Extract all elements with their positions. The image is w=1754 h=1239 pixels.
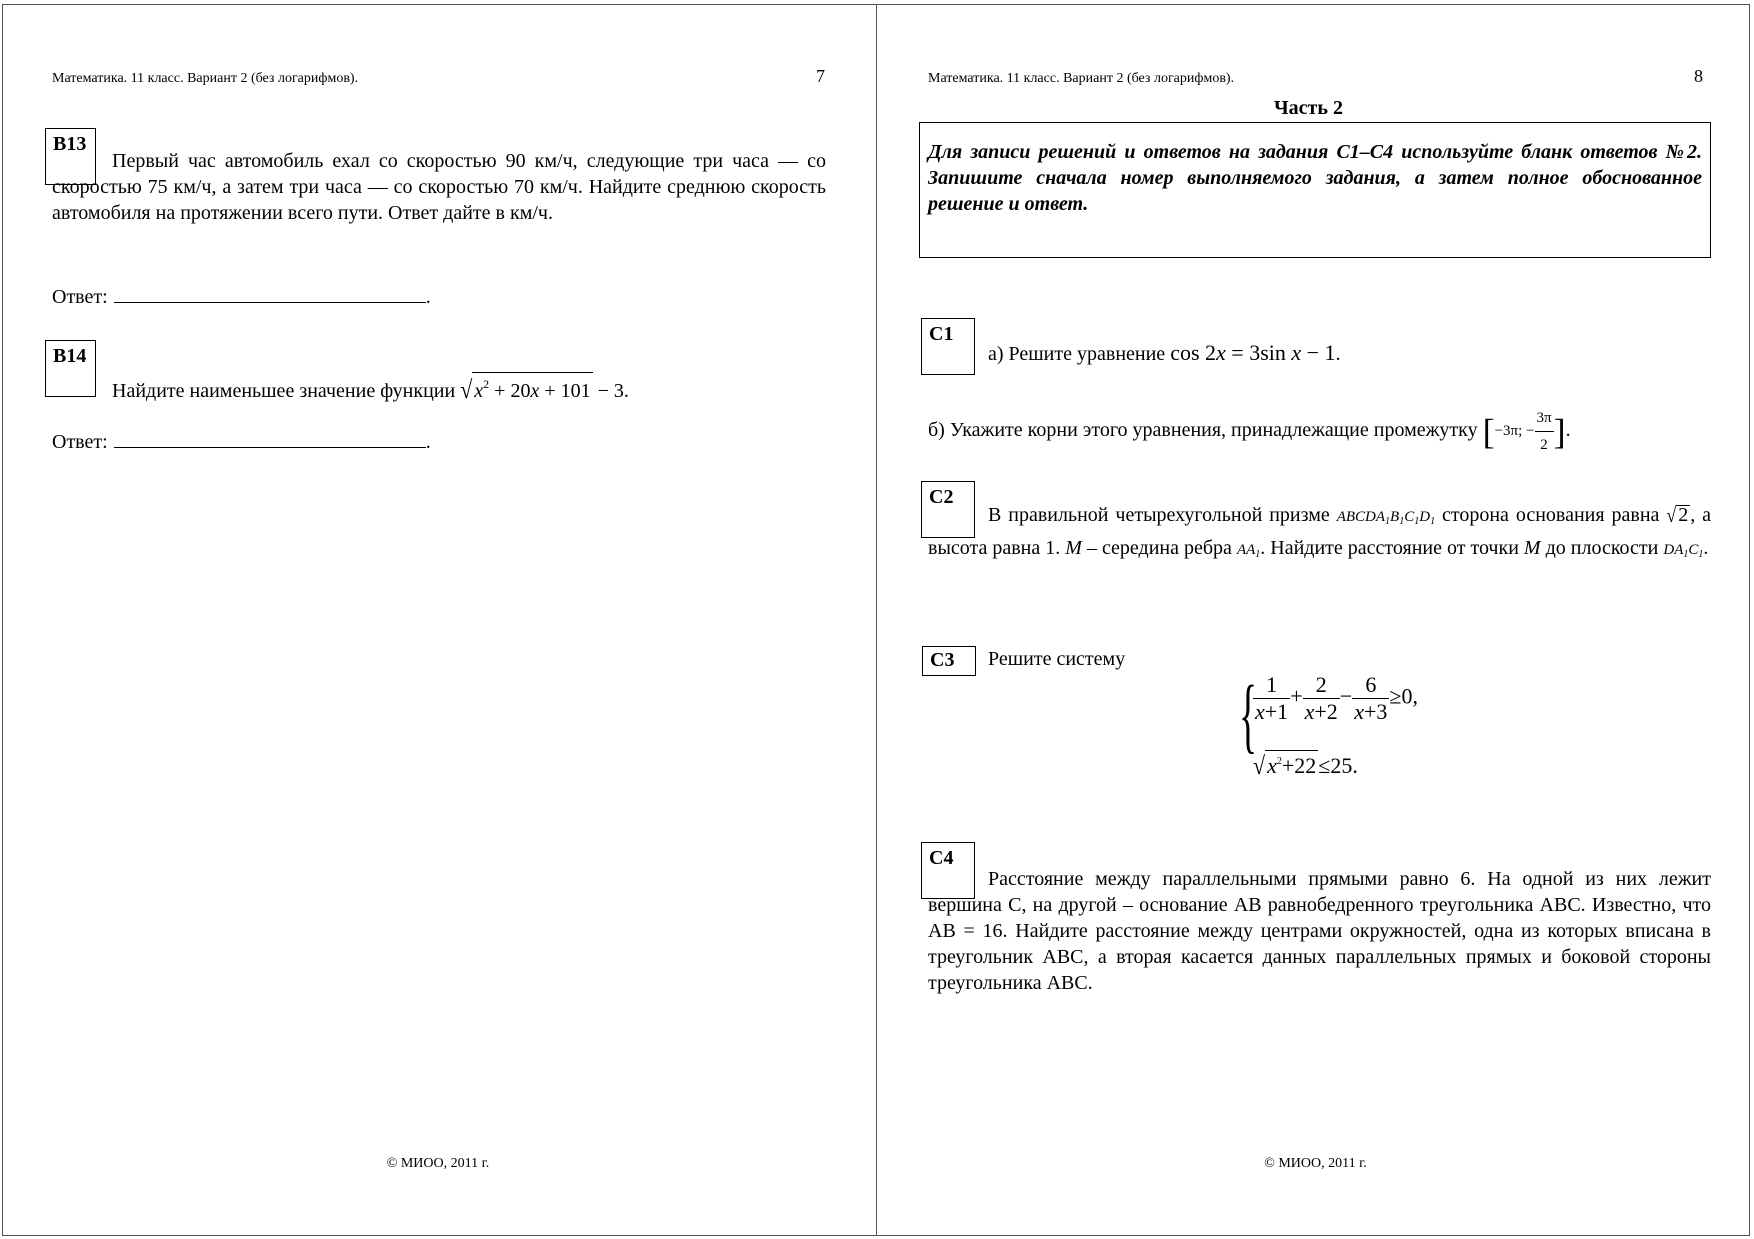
- c2-plane: $DA_1C_1$: [1663, 542, 1704, 560]
- page-left: [0, 0, 876, 1239]
- b14-formula: √ $x^2 + 20x + 101 - 3$: [460, 380, 624, 402]
- task-c3-text: Решите систему: [988, 648, 1126, 670]
- c2-text-5: . Найдите расстояние от точки: [1260, 537, 1519, 559]
- c3-inequality-1: $\frac{1}{x+1}$ + $\frac{2}{x+2}$ − $\frac{6}{x+3}$ ≥0,: [1255, 672, 1418, 724]
- c3-system: [1239, 669, 1479, 788]
- task-c4-text: Расстояние между параллельными прямыми равно 6. На одной из них лежит вершина C, на другой – основание AB равнобедренного треугольника ABC. Известно, что AB = 16. Найдите расстояние между центрами окружностей, одна из которых вписана в треугольник ABC, а вторая касается данных параллельных прямых и боковой стороны треугольника ABC.: [928, 868, 1711, 994]
- answer-label: Ответ:: [52, 286, 108, 308]
- part-instruction: Для записи решений и ответов на задания С1–С4 используйте бланк ответов №2. Запишите сначала номер выполняемого задания, а затем полное обоснованное решение и ответ.: [919, 122, 1711, 258]
- header-left: Математика. 11 класс. Вариант 2 (без логарифмов).: [52, 71, 359, 86]
- c2-text-1: В правильной четырехугольной призме: [988, 504, 1330, 526]
- c2-sqrt2: √ 2: [1666, 503, 1689, 527]
- footer-left: © МИОО, 2011 г.: [386, 1156, 490, 1171]
- system-brace: {: [1239, 669, 1258, 762]
- task-c1-a-text: а) Решите уравнение: [988, 343, 1166, 365]
- task-label-c3: C3: [922, 646, 976, 676]
- c3-inequality-2: $√x^2+22\le 25$.: [1253, 751, 1358, 780]
- task-b14: Найдите наименьшее значение функции √ $x^2 + 20x + 101 - 3$.: [112, 372, 832, 404]
- task-label-c2: C2: [921, 481, 975, 538]
- c2-text-4: – середина ребра: [1086, 537, 1232, 559]
- task-label-b14: B14: [45, 340, 96, 397]
- header-right: Математика. 11 класс. Вариант 2 (без логарифмов).: [928, 71, 1235, 86]
- answer-label: Ответ:: [52, 431, 108, 453]
- page-number-right: 8: [1694, 66, 1703, 86]
- page-number-left: 7: [816, 66, 825, 86]
- c2-edge: $AA_1$: [1236, 542, 1261, 560]
- c2-prism-name: $ABCDA_1B_1C_1D_1$: [1336, 509, 1436, 527]
- task-b14-text: Найдите наименьшее значение функции: [112, 380, 456, 402]
- page-right: [877, 0, 1754, 1239]
- c1-interval: [−3π; − $\frac{3\pi}{2}$ ]: [1483, 405, 1566, 458]
- answer-b14: Ответ: .: [52, 427, 431, 454]
- answer-line[interactable]: [114, 427, 426, 448]
- answer-b13: Ответ: .: [52, 282, 431, 309]
- part-title: Часть 2: [1274, 97, 1343, 119]
- task-c1-a: а) Решите уравнение cos 2x = 3sin x − 1.: [988, 340, 1341, 365]
- c2-text-2: сторона основания равна: [1442, 504, 1660, 526]
- task-c1-b: б) Укажите корни этого уравнения, принадлежащие промежутку [−3π; − $\frac{3\pi}{2}$ ].: [928, 405, 1718, 458]
- task-b13-text: Первый час автомобиль ехал со скоростью 90 км/ч, следующие три часа — со скоростью 75 км/ч, а затем три часа — со скоростью 70 км/ч. Найдите среднюю скорость автомобиля на протяжении всего пути. Ответ дайте в км/ч.: [52, 150, 826, 224]
- task-c2: В правильной четырехугольной призме $ABCDA_1B_1C_1D_1$ сторона основания равна √ 2 , а высота равна 1. M – середина ребра $AA_1$. Найдите расстояние от точки M до плоскости $DA_1C_1$.: [928, 503, 1712, 560]
- task-c1-b-text: б) Укажите корни этого уравнения, принадлежащие промежутку: [928, 419, 1478, 442]
- answer-line[interactable]: [114, 282, 426, 303]
- c2-text-6: до плоскости: [1545, 537, 1659, 559]
- c1-equation: cos 2x = 3sin x − 1: [1170, 340, 1336, 365]
- c2-text-3: , а высота равна 1.: [928, 504, 1712, 559]
- task-label-c4: C4: [921, 842, 975, 899]
- footer-right: © МИОО, 2011 г.: [1264, 1156, 1367, 1171]
- c2-point-m: M: [1065, 537, 1082, 559]
- task-label-c1: C1: [921, 318, 975, 375]
- task-label-b13: B13: [45, 128, 96, 185]
- c2-point-m2: M: [1523, 537, 1541, 559]
